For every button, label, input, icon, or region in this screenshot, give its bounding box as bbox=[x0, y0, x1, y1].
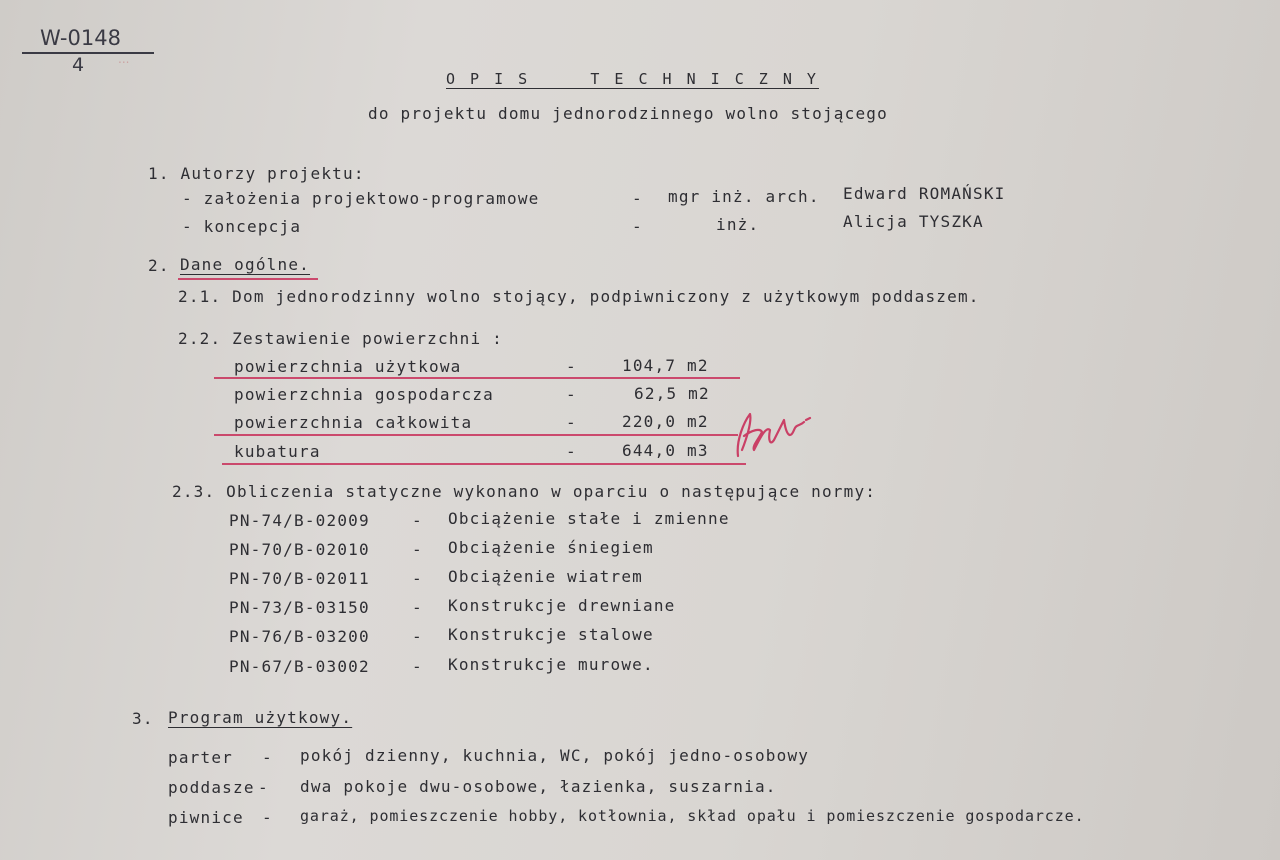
norm-desc-5: Konstrukcje stalowe bbox=[448, 625, 654, 644]
section-3-heading: Program użytkowy. bbox=[168, 708, 353, 727]
floor-desc-2: dwa pokoje dwu-osobowe, łazienka, suszarnia. bbox=[300, 777, 777, 796]
floor-dash-2: - bbox=[258, 778, 269, 797]
norm-desc-3: Obciążenie wiatrem bbox=[448, 567, 643, 586]
area-dash-2: - bbox=[566, 385, 577, 404]
author-1-dash: - bbox=[632, 189, 643, 208]
document-title: O P I S T E C H N I C Z N Y bbox=[446, 70, 819, 88]
floor-label-3: piwnice bbox=[168, 808, 244, 827]
red-line-3 bbox=[222, 463, 746, 465]
area-value-1: 104,7 m2 bbox=[622, 356, 709, 375]
section-2-1: 2.1. Dom jednorodzinny wolno stojący, podpiwniczony z użytkowym poddaszem. bbox=[178, 287, 980, 306]
floor-label-1: parter bbox=[168, 748, 233, 767]
norm-dash-6: - bbox=[412, 657, 423, 676]
area-value-3: 220,0 m2 bbox=[622, 412, 709, 431]
norm-code-4: PN-73/B-03150 bbox=[229, 598, 370, 617]
red-underline-heading bbox=[178, 278, 318, 280]
norm-dash-4: - bbox=[412, 598, 423, 617]
author-1-role: - założenia projektowo-programowe bbox=[182, 189, 540, 208]
section-1-heading: 1. Autorzy projektu: bbox=[148, 164, 365, 183]
section-3-number: 3. bbox=[132, 709, 154, 728]
area-value-4: 644,0 m3 bbox=[622, 441, 709, 460]
norm-code-6: PN-67/B-03002 bbox=[229, 657, 370, 676]
area-label-4: kubatura bbox=[234, 442, 321, 461]
author-1-title: mgr inż. arch. bbox=[668, 187, 820, 206]
norm-desc-1: Obciążenie stałe i zmienne bbox=[448, 509, 730, 528]
red-line-1 bbox=[214, 377, 740, 379]
norm-dash-3: - bbox=[412, 569, 423, 588]
norm-desc-4: Konstrukcje drewniane bbox=[448, 596, 676, 615]
document-subtitle: do projektu domu jednorodzinnego wolno stojącego bbox=[368, 104, 888, 123]
norm-code-5: PN-76/B-03200 bbox=[229, 627, 370, 646]
area-label-1: powierzchnia użytkowa bbox=[234, 357, 462, 376]
ref-divider bbox=[22, 52, 154, 54]
norm-dash-1: - bbox=[412, 511, 423, 530]
author-2-role: - koncepcja bbox=[182, 217, 302, 236]
red-line-2 bbox=[214, 434, 738, 436]
area-dash-3: - bbox=[566, 413, 577, 432]
author-2-dash: - bbox=[632, 217, 643, 236]
area-label-2: powierzchnia gospodarcza bbox=[234, 385, 494, 404]
area-dash-4: - bbox=[566, 442, 577, 461]
floor-desc-3: garaż, pomieszczenie hobby, kotłownia, skład opału i pomieszczenie gospodarcze. bbox=[300, 807, 1085, 825]
area-dash-1: - bbox=[566, 357, 577, 376]
section-2-2: 2.2. Zestawienie powierzchni : bbox=[178, 329, 503, 348]
ref-number: 4 bbox=[72, 54, 85, 76]
ref-code: W-0148 bbox=[40, 26, 121, 50]
norm-desc-6: Konstrukcje murowe. bbox=[448, 655, 654, 674]
section-2-3: 2.3. Obliczenia statyczne wykonano w oparciu o następujące normy: bbox=[172, 482, 877, 501]
area-label-3: powierzchnia całkowita bbox=[234, 413, 473, 432]
ref-faint-mark: ... bbox=[118, 52, 130, 66]
author-1-name: Edward ROMAŃSKI bbox=[843, 184, 1006, 203]
norm-code-3: PN-70/B-02011 bbox=[229, 569, 370, 588]
section-2-number: 2. bbox=[148, 256, 170, 275]
section-2-heading: Dane ogólne. bbox=[180, 255, 310, 274]
author-2-name: Alicja TYSZKA bbox=[843, 212, 984, 231]
floor-desc-1: pokój dzienny, kuchnia, WC, pokój jedno-osobowy bbox=[300, 746, 810, 765]
floor-dash-3: - bbox=[262, 808, 273, 827]
norm-dash-2: - bbox=[412, 540, 423, 559]
floor-label-2: poddasze bbox=[168, 778, 255, 797]
signature-icon bbox=[730, 400, 820, 464]
norm-code-1: PN-74/B-02009 bbox=[229, 511, 370, 530]
floor-dash-1: - bbox=[262, 748, 273, 767]
norm-desc-2: Obciążenie śniegiem bbox=[448, 538, 654, 557]
author-2-title: inż. bbox=[716, 215, 760, 234]
norm-code-2: PN-70/B-02010 bbox=[229, 540, 370, 559]
area-value-2: 62,5 m2 bbox=[634, 384, 710, 403]
norm-dash-5: - bbox=[412, 627, 423, 646]
